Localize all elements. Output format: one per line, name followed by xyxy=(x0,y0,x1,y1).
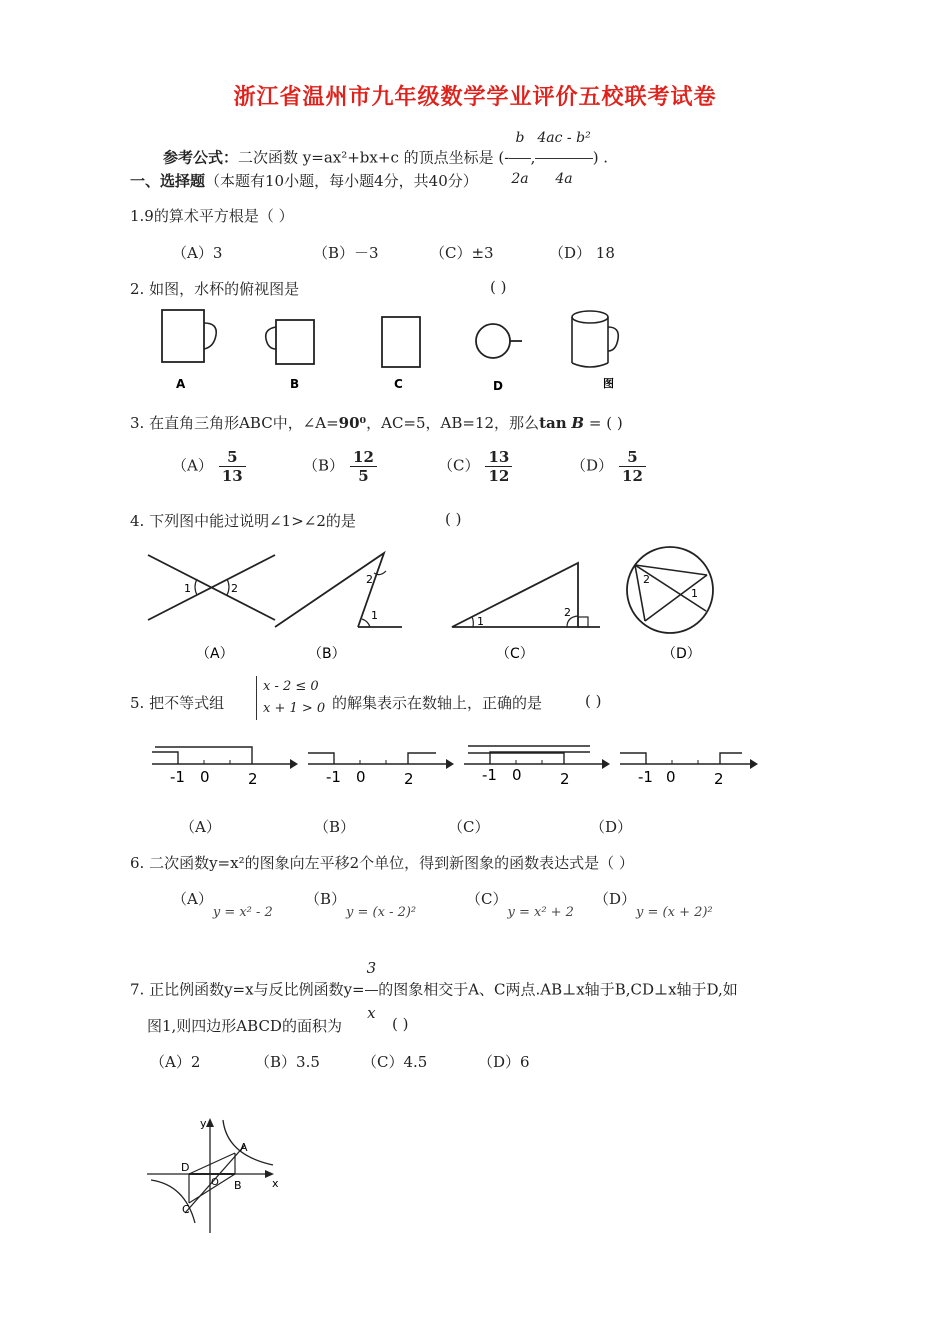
q5-stem-before: 5. 把不等式组 xyxy=(130,694,225,712)
page-title: 浙江省温州市九年级数学学业评价五校联考试卷 xyxy=(233,84,717,110)
svg-text:2: 2 xyxy=(560,770,570,788)
svg-text:1: 1 xyxy=(477,615,484,628)
q7-option-d: （D）6 xyxy=(478,1053,530,1071)
q3-degree: 90⁰ xyxy=(338,414,367,432)
svg-text:0: 0 xyxy=(200,768,210,786)
svg-text:2: 2 xyxy=(643,573,650,586)
svg-text:x: x xyxy=(272,1177,279,1190)
q4-figure-d xyxy=(627,547,713,633)
cup-view-a xyxy=(162,310,216,391)
q4-label-a: （A） xyxy=(196,646,234,662)
cup-view-d xyxy=(476,324,522,393)
cup-label-a: A xyxy=(176,377,186,391)
section-label: 一、选择题 xyxy=(130,172,206,190)
q2-stem: 2. 如图，水杯的俯视图是 xyxy=(130,280,300,298)
svg-text:0: 0 xyxy=(356,768,366,786)
q1-stem: 1.9的算术平方根是（ ） xyxy=(130,207,294,225)
svg-text:y: y xyxy=(200,1117,207,1130)
q4-paren: ( ) xyxy=(445,510,462,528)
svg-text:-1: -1 xyxy=(170,768,185,786)
numberline-d xyxy=(620,753,758,788)
numberline-a xyxy=(152,747,298,788)
svg-text:0: 0 xyxy=(666,768,676,786)
cup-label-b: B xyxy=(290,377,300,391)
formula-fraction-1: $\frac{b}{2a}$ xyxy=(509,118,530,199)
q7-option-a: （A）2 xyxy=(150,1053,201,1071)
q3-option-d: （D） $\frac{5}{12}$ xyxy=(571,448,646,485)
q3-stem: 3. 在直角三角形ABC中，∠A=90⁰，AC=5，AB=12，那么tan B = ( ) xyxy=(130,414,623,432)
svg-text:1: 1 xyxy=(371,609,378,622)
q5-paren: ( ) xyxy=(585,692,602,710)
cup-view-b xyxy=(266,320,314,391)
cup-label-figure: 图 xyxy=(603,377,614,390)
formula-text: 二次函数 y=ax²+bx+c 的顶点坐标是 xyxy=(238,148,494,167)
q3-option-c: （C） $\frac{13}{12}$ xyxy=(438,448,512,485)
svg-text:2: 2 xyxy=(366,573,373,586)
svg-text:-1: -1 xyxy=(326,768,341,786)
q4-figure-a xyxy=(148,555,275,620)
q4-figure-b xyxy=(275,553,402,627)
q7-stem-line2: 图1,则四边形ABCD的面积为 xyxy=(147,1017,342,1035)
svg-text:O: O xyxy=(211,1177,219,1188)
section-desc: （本题有10小题，每小题4分，共40分） xyxy=(205,172,478,190)
q7-graph xyxy=(145,1115,295,1235)
svg-text:1: 1 xyxy=(184,582,191,595)
formula-label: 参考公式： xyxy=(163,148,239,167)
q5-label-b: （B） xyxy=(314,818,356,836)
q2-cup-figures xyxy=(150,305,630,395)
q4-label-b: （B） xyxy=(308,646,346,662)
numberline-c xyxy=(464,746,610,788)
svg-text:A: A xyxy=(240,1141,248,1154)
svg-text:D: D xyxy=(181,1161,190,1174)
svg-text:2: 2 xyxy=(564,606,571,619)
q7-option-b: （B）3.5 xyxy=(255,1053,320,1071)
section-heading xyxy=(130,170,478,191)
q1-option-c: （C）±3 xyxy=(430,244,494,262)
svg-text:2: 2 xyxy=(714,770,724,788)
cup-view-c xyxy=(382,317,420,391)
formula-open: (- xyxy=(498,148,510,167)
svg-text:0: 0 xyxy=(512,766,522,784)
q7-option-c: （C）4.5 xyxy=(362,1053,428,1071)
q4-label-d: （D） xyxy=(662,646,701,662)
q5-label-a: （A） xyxy=(180,818,221,836)
q4-figure-c xyxy=(452,563,600,628)
q6-option-c: （C）y = x² + 2 xyxy=(466,890,574,920)
formula-close: ) . xyxy=(592,148,609,167)
q1-option-a: （A）3 xyxy=(172,244,223,262)
q6-stem: 6. 二次函数y=x²的图象向左平移2个单位，得到新图象的函数表达式是（ ） xyxy=(130,854,634,872)
q7-stem: 7. 正比例函数y=x与反比例函数y= $\frac{3}{x}$ 的图象相交于A、C两点.AB⊥x轴于B,CD⊥x轴于D,如 xyxy=(130,946,738,990)
q4-angle-figures xyxy=(140,545,740,662)
q1-option-d: （D） 18 xyxy=(549,244,615,262)
formula-comma: , xyxy=(530,148,536,167)
q2-paren: ( ) xyxy=(490,278,507,296)
cup-label-c: C xyxy=(394,377,403,391)
q1-option-b: （B）－3 xyxy=(313,244,379,262)
q6-option-d: （D）y = (x + 2)² xyxy=(594,890,713,920)
q4-label-c: （C） xyxy=(496,646,534,662)
q7-fraction: $\frac{3}{x}$ xyxy=(365,946,379,1035)
q3-option-b: （B） $\frac{12}{5}$ xyxy=(303,448,377,485)
svg-text:B: B xyxy=(234,1179,242,1192)
svg-text:-1: -1 xyxy=(638,768,653,786)
q6-option-b: （B）y = (x - 2)² xyxy=(305,890,417,920)
q5-stem-after: 的解集表示在数轴上，正确的是 xyxy=(332,694,543,712)
cup-figure xyxy=(572,311,618,390)
svg-text:2: 2 xyxy=(248,770,258,788)
svg-text:C: C xyxy=(182,1203,190,1216)
q7-paren: ( ) xyxy=(392,1015,409,1033)
svg-text:2: 2 xyxy=(231,582,238,595)
q5-label-d: （D） xyxy=(590,818,633,836)
svg-text:1: 1 xyxy=(691,587,698,600)
cup-label-d: D xyxy=(493,379,503,393)
q3-option-a: （A） $\frac{5}{13}$ xyxy=(172,448,246,485)
q5-system: x - 2 ≤ 0 x + 1 > 0 xyxy=(256,676,325,720)
svg-text:2: 2 xyxy=(404,770,414,788)
q5-label-c: （C） xyxy=(448,818,490,836)
formula-fraction-2: $\frac{\text{4ac - b²}}{4a}$ xyxy=(535,118,592,199)
svg-text:-1: -1 xyxy=(482,766,497,784)
q4-stem: 4. 下列图中能过说明∠1>∠2的是 xyxy=(130,512,356,530)
q6-option-a: （A）y = x² - 2 xyxy=(172,890,273,920)
numberline-b xyxy=(308,753,454,788)
